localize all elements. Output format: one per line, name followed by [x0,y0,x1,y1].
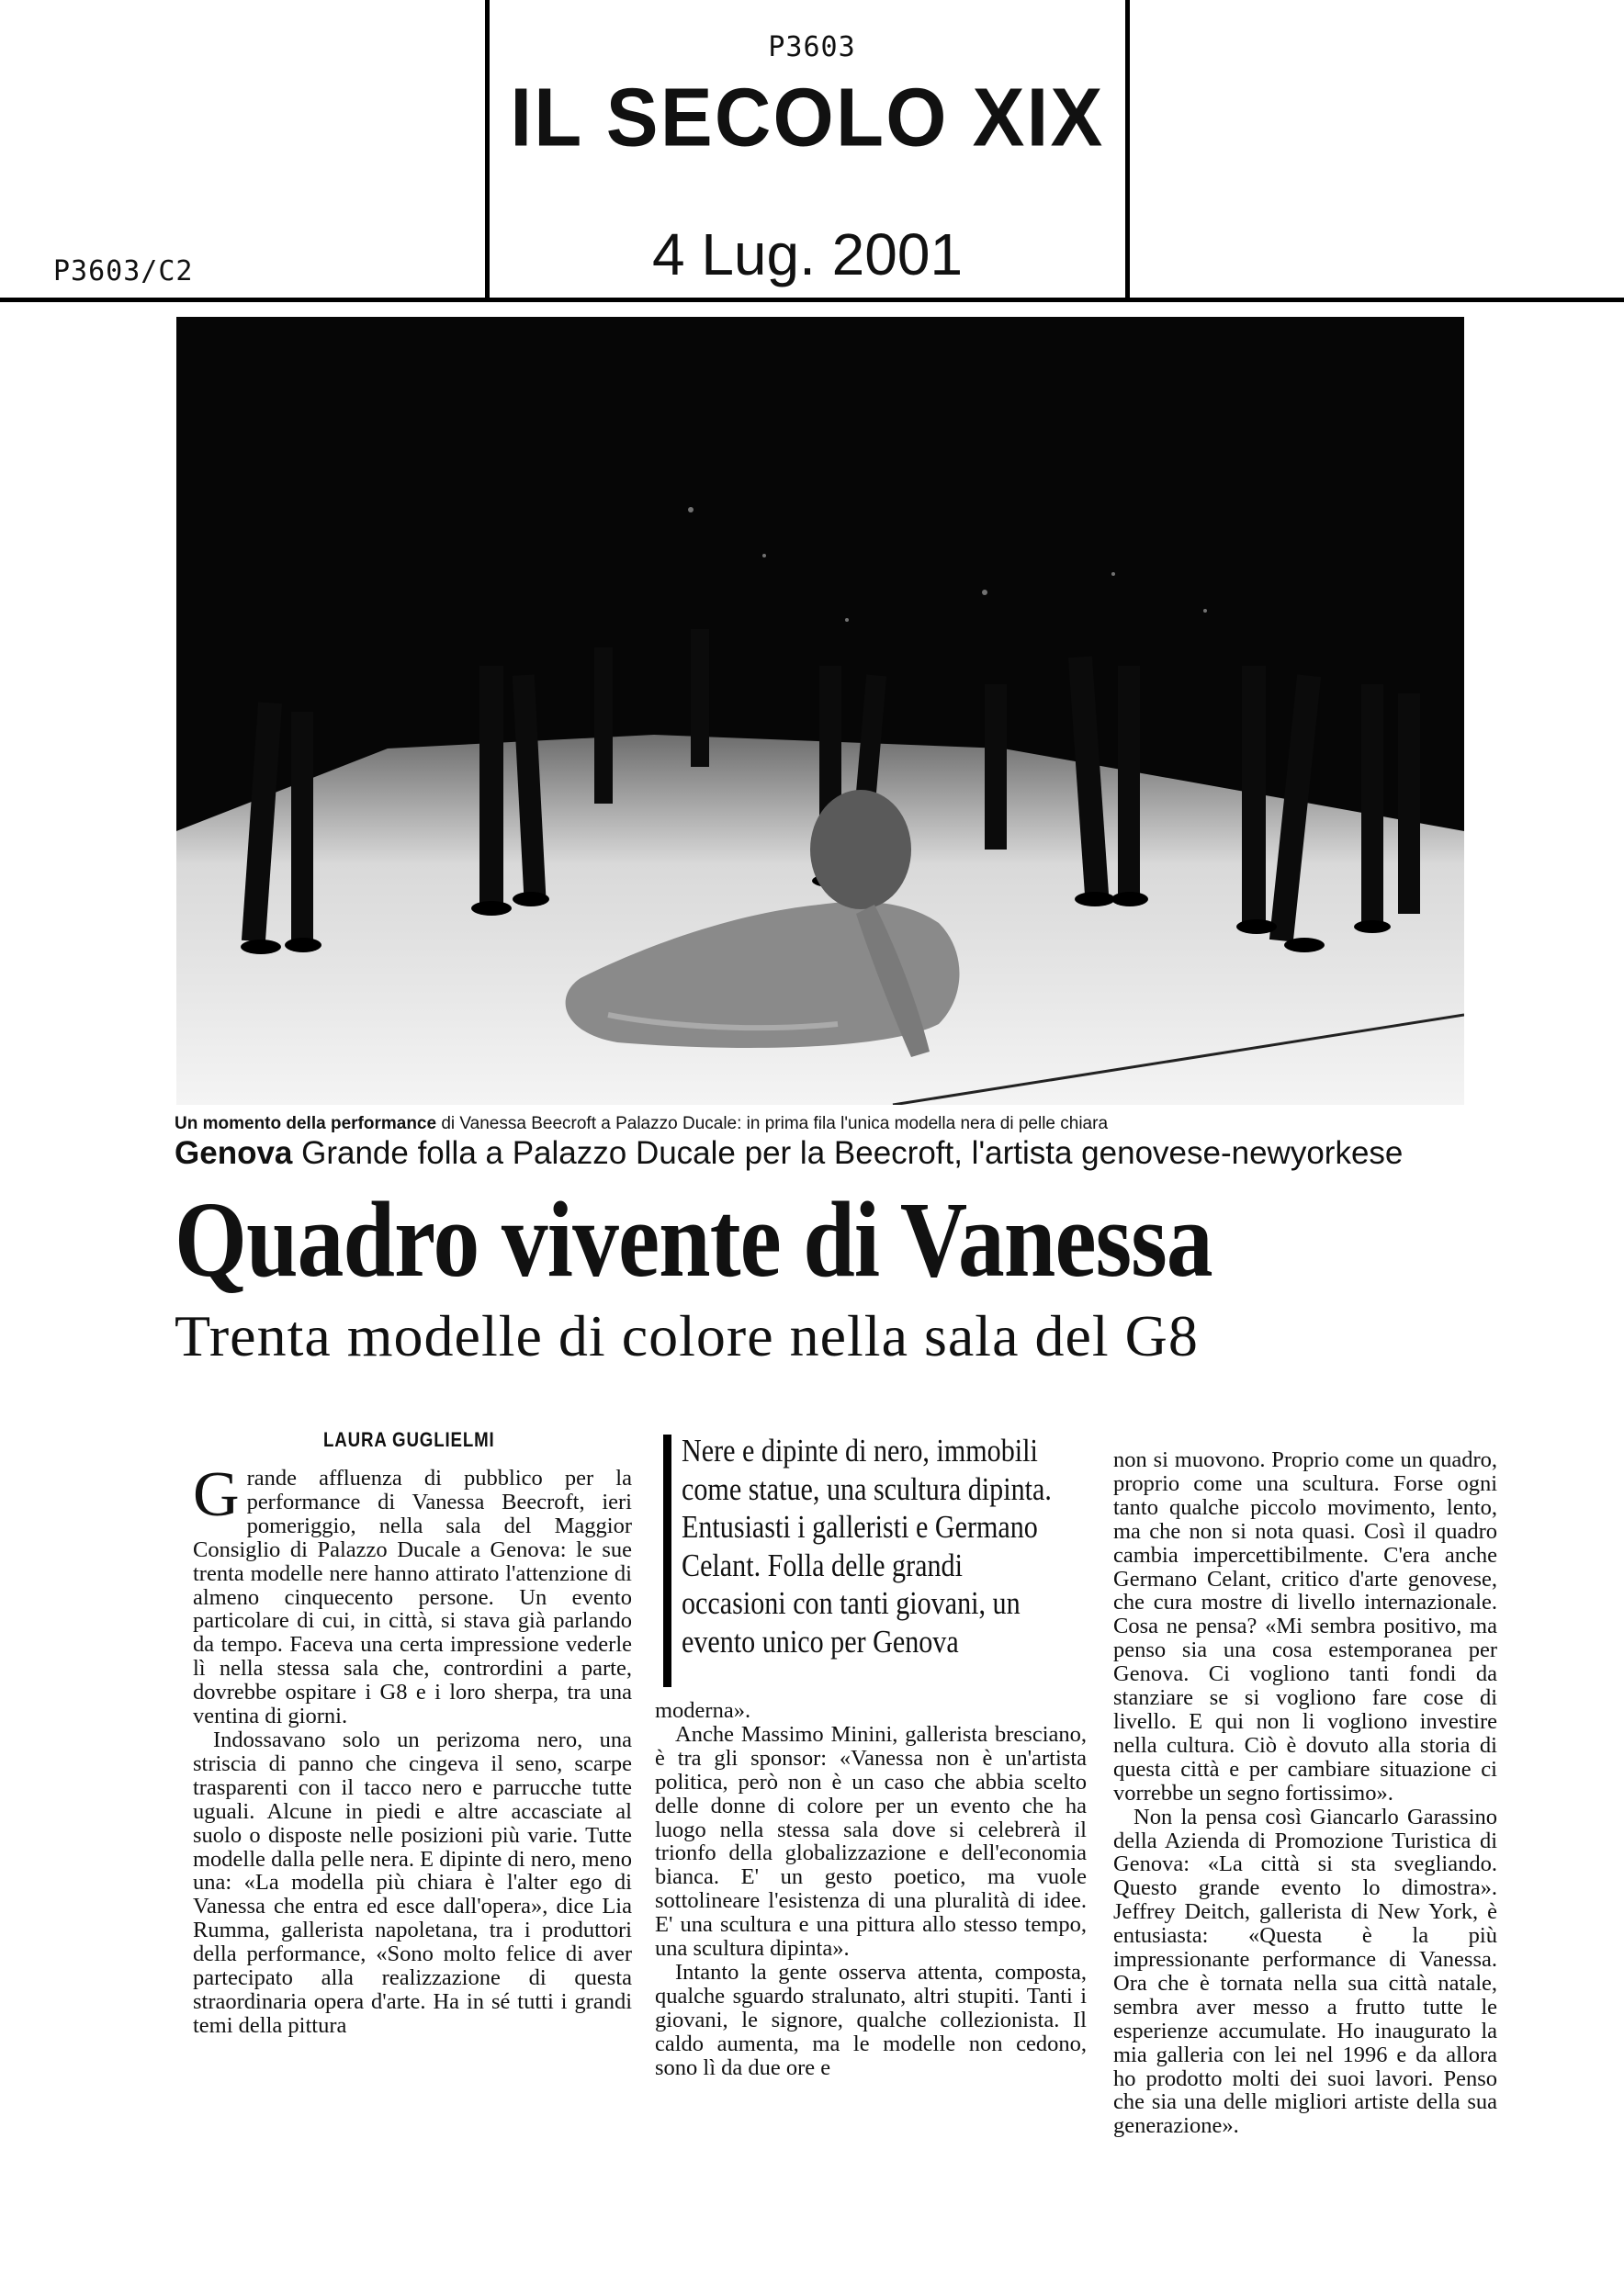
article-byline: LAURA GUGLIELMI [323,1428,495,1451]
pull-quote: Nere e dipinte di nero, immobili come statue, una scultura dipinta. Entusiasti i galleristi e Germano Celant. Folla delle grandi occasioni con tanti giovani, un evento unico per Genova [682,1433,1052,1660]
column-2-paragraph-2: Anche Massimo Minini, gallerista bresciano, è tra gli sponsor: «Vanessa non è un'artista politica, però non è un caso che abbia scelto delle donne di colore per un evento che ha luogo nella stessa sala dove si celebrerà il trionfo della globalizzazione e dell'economia bianca. E' un gesto poetico, ma vuole sottolineare l'esistenza di una pluralità di idee. E' una scultura e una pittura allo stesso tempo, una scultura dipinta». [655,1721,1087,1962]
publication-date: 4 Lug. 2001 [651,221,964,287]
article-kicker [175,1135,1403,1172]
caption-lead: Un momento della performance [175,1114,437,1133]
article-photo [176,317,1464,1105]
column-1-paragraph-1 [193,1459,632,1729]
article-subheadline: Trenta modelle di colore nella sala del G8 [175,1303,1199,1368]
masthead-wrap [490,72,1125,163]
clipping-code-top: P3603 [768,31,856,63]
kicker-place: Genova [175,1135,293,1171]
article-column-3 [1113,1448,1497,2138]
column-3-paragraph-1: non si muovono. Proprio come un quadro, proprio come una scultura. Forse ogni tanto qualche piccolo movimento, lento, ma che non si nota quasi. Così il quadro cambia impercettibilmente. C'era anche Germano Celant, critico d'arte genovese, che cura mostre di livello internazionale. Cosa ne pensa? «Mi sembra positivo, ma penso sia una cosa estemporanea per Genova. Ci vogliono tanti fondi da stanziare se si vogliono fare cose di livello. E qui non li vogliono investire nella cultura. Ciò è dovuto alla storia di questa città e per cambiare situazione ci vorrebbe un segno fortissimo». [1113,1447,1497,1806]
column-1-paragraph-1-text: rande affluenza di pubblico per la performance di Vanessa Beecroft, ieri pomeriggio, nella sala del Maggior Consiglio di Palazzo Ducale a Genova: le sue trenta modelle nere hanno attirato l'attenzione di almeno cinquecento persone. Un evento particolare di cui, in città, si stava già parlando da tempo. Faceva una certa impressione vederle lì nella stessa sala che, contrordini a parte, dovrebbe ospitare i G8 e i loro sherpa, tra una ventina di giorni. [193,1466,632,1729]
column-3-paragraph-2: Non la pensa così Giancarlo Garassino della Azienda di Promozione Turistica di Genova: «La città si sta svegliando. Questo grande evento lo dimostra». Jeffrey Deitch, gallerista di New York, è entusiasta: «Questa è la più impressionante performance di Vanessa. Ora che è tornata nella sua città natale, sembra aver messo a frutto tutte le esperienze accumulate. Ho inaugurato la mia galleria con lei nel 1996 e da allora ho prodotto molti dei suoi lavori. Penso che sia una delle migliori artiste della sua generazione». [1113,1804,1497,2139]
column-2-paragraph-1: moderna». [655,1698,751,1723]
pull-quote-bar [663,1435,671,1687]
performance-photo-illustration [176,317,1464,1105]
article-column-1 [193,1459,632,2038]
caption-text: di Vanessa Beecroft a Palazzo Ducale: in prima fila l'unica modella nera di pelle chiara [436,1114,1109,1133]
header-rule-bottom [0,298,1624,302]
column-2-paragraph-3: Intanto la gente osserva attenta, composta, qualche sguardo stralunato, altri stupiti. Tanti i giovani, le signore, qualche collezionista. Il caldo aumenta, ma le modelle non cedono, sono lì da due ore e [655,1959,1087,2080]
kicker-text: Grande folla a Palazzo Ducale per la Beecroft, l'artista genovese-newyorkese [292,1135,1404,1171]
masthead-title: IL SECOLO XIX [510,71,1105,164]
drop-cap: G [193,1459,240,1530]
clipping-code-left: P3603/C2 [53,255,194,287]
article-headline: Quadro vivente di Vanessa [175,1179,1212,1300]
article-column-2 [655,1699,1087,2080]
photo-caption [175,1114,1108,1134]
column-1-paragraph-2: Indossavano solo un perizoma nero, una striscia di panno che cingeva il seno, scarpe trasparenti con il tacco nero e parrucche tutte uguali. Alcune in piedi e altre accasciate al suolo o disposte nelle posizioni più varie. Tutte modelle dalla pelle nera. E dipinte di nero, meno una: «La modella più chiara è l'alter ego di Vanessa che entra ed esce dall'opera», dice Lia Rumma, gallerista napoletana, tra i produttori della performance, «Sono molto felice di aver partecipato alla realizzazione di questa straordinaria opera d'arte. Ha in sé tutti i grandi temi della pittura [193,1727,632,2038]
